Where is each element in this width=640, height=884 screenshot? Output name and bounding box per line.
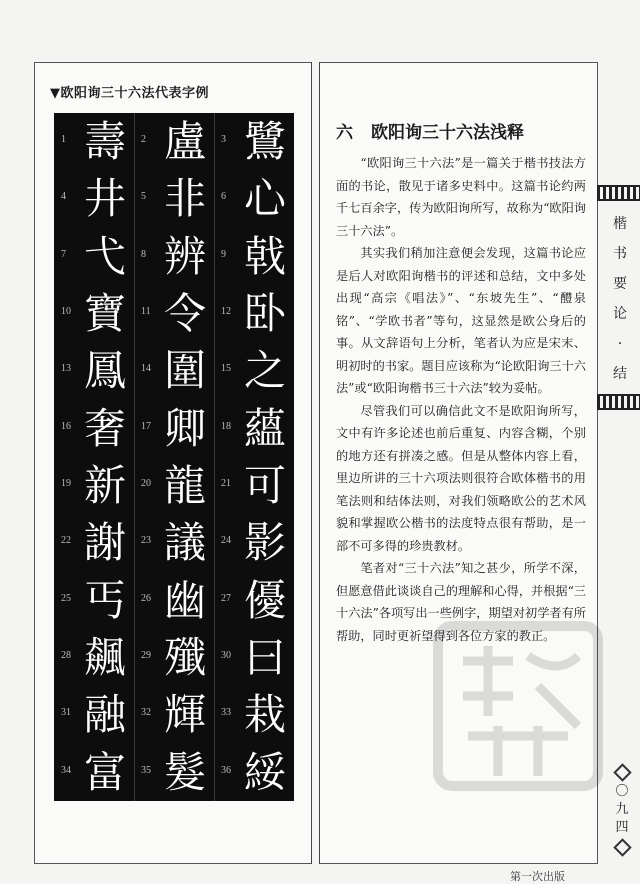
example-character: 優 xyxy=(243,575,286,625)
example-number: 31 xyxy=(61,707,71,719)
example-number: 24 xyxy=(221,535,231,547)
diamond-ornament-icon xyxy=(613,763,631,781)
page-gutter-divider xyxy=(311,62,320,864)
example-cell xyxy=(214,572,294,627)
diamond-ornament-icon xyxy=(613,838,631,856)
example-character: 蘊 xyxy=(243,403,286,453)
example-character: 丐 xyxy=(83,575,126,625)
example-number: 4 xyxy=(61,191,66,203)
tab-char: · xyxy=(617,336,623,352)
example-character: 新 xyxy=(83,461,126,510)
example-number: 7 xyxy=(61,248,66,260)
example-cell xyxy=(134,170,214,225)
tab-char: 楷 xyxy=(613,216,627,232)
example-cell xyxy=(214,285,294,340)
example-character: 卿 xyxy=(163,403,206,453)
example-cell xyxy=(134,228,214,283)
page-number-digit: 〇 xyxy=(615,784,629,799)
example-character: 殲 xyxy=(163,633,206,682)
example-character: 寶 xyxy=(83,289,126,338)
example-number: 2 xyxy=(141,134,146,145)
example-character: 令 xyxy=(163,289,206,338)
paragraph: “欧阳询三十六法”是一篇关于楷书技法方面的书论，散见于诸多史料中。这篇书论约两千七百余字，传为欧阳询所写，故称为“欧阳询三十六法”。 xyxy=(336,156,586,238)
example-cell xyxy=(54,113,134,168)
example-number: 18 xyxy=(221,420,231,432)
example-cell xyxy=(54,514,134,569)
example-character: 龍 xyxy=(163,461,206,510)
tab-char: 书 xyxy=(613,246,627,262)
article-body xyxy=(336,152,586,647)
example-number: 22 xyxy=(61,535,71,547)
example-number: 32 xyxy=(141,707,151,719)
example-number: 13 xyxy=(61,363,71,375)
example-character: 非 xyxy=(163,174,206,224)
example-cell xyxy=(214,342,294,397)
example-character: 髮 xyxy=(163,747,206,797)
example-number: 27 xyxy=(221,592,231,604)
example-number: 10 xyxy=(61,306,71,317)
paragraph: 笔者对“三十六法”知之甚少，所学不深，但愿意借此谈谈自己的理解和心得，并根据“三十六法”各项写出一些例字，期望对初学者有所帮助，同时更祈望得到各位方家的教正。 xyxy=(336,561,586,643)
example-character: 心 xyxy=(243,174,286,224)
watermark-seal-icon xyxy=(418,606,618,806)
example-character: 影 xyxy=(243,518,286,568)
example-cell xyxy=(134,285,214,340)
example-character: 幽 xyxy=(163,575,206,625)
example-cell xyxy=(134,514,214,569)
example-character: 綏 xyxy=(243,747,286,797)
example-number: 16 xyxy=(61,420,71,432)
example-cell xyxy=(214,629,294,684)
example-number: 12 xyxy=(221,306,231,317)
example-number: 26 xyxy=(141,592,151,604)
example-number: 14 xyxy=(141,363,151,375)
example-cell xyxy=(134,572,214,627)
chapter-tab-label xyxy=(611,209,629,419)
example-character: 戟 xyxy=(243,231,286,281)
tab-border-decoration xyxy=(597,185,640,201)
example-cell xyxy=(54,342,134,397)
paragraph: 其实我们稍加注意便会发现，这篇书论应是后人对欧阳询楷书的评述和总结，文中多处出现“高宗《唱法》”、“东坡先生”、“醴泉铭”、“学欧书者”等句，这显然是欧公身后的事。从文辞语句上分析，笔者认为应是宋末、明初时的书家。题目应该称为“论欧阳询三十六法”或“欧阳询楷书三十六法”较为妥帖。 xyxy=(336,246,586,395)
example-cell xyxy=(54,629,134,684)
tab-char: 要 xyxy=(613,276,627,292)
example-character: 可 xyxy=(243,461,286,510)
example-cell xyxy=(54,744,134,799)
example-character: 栽 xyxy=(243,690,286,740)
example-character: 曰 xyxy=(243,633,286,682)
example-character: 卧 xyxy=(243,289,286,338)
page-number-digit: 四 xyxy=(615,820,629,835)
example-number: 6 xyxy=(221,191,226,203)
example-character: 鷺 xyxy=(243,117,286,166)
example-number: 9 xyxy=(221,248,226,260)
example-cell xyxy=(54,400,134,455)
example-character: 壽 xyxy=(83,117,126,166)
example-number: 15 xyxy=(221,363,231,375)
example-number: 21 xyxy=(221,478,231,489)
example-character: 融 xyxy=(83,690,126,740)
example-cell xyxy=(214,400,294,455)
example-number: 28 xyxy=(61,650,71,661)
example-cell xyxy=(54,457,134,512)
example-cell xyxy=(54,285,134,340)
example-cell xyxy=(54,170,134,225)
tab-char: 论 xyxy=(613,306,627,322)
example-character: 飆 xyxy=(83,633,126,682)
example-cell xyxy=(134,629,214,684)
example-number: 23 xyxy=(141,535,151,547)
example-number: 8 xyxy=(141,248,146,260)
example-cell xyxy=(54,572,134,627)
page-number xyxy=(612,762,632,858)
example-cell xyxy=(134,686,214,741)
section-heading xyxy=(336,118,524,143)
example-cell xyxy=(134,342,214,397)
example-character: 鳳 xyxy=(83,346,126,396)
chapter-side-tab xyxy=(597,185,640,410)
example-cell xyxy=(54,228,134,283)
example-number: 11 xyxy=(141,306,151,317)
example-character: 辨 xyxy=(163,231,206,281)
example-number: 33 xyxy=(221,707,231,719)
example-number: 5 xyxy=(141,191,146,203)
section-title: 欧阳询三十六法浅释 xyxy=(371,123,524,143)
paragraph: 尽管我们可以确信此文不是欧阳询所写，文中有许多论述也前后重复、内容含糊，个别的地方还有拼凑之感。但是从整体内容上看，里边所讲的三十六项法则很符合欧体楷书的用笔法则和结体法则，对我们领略欧公的艺术风貌和掌握欧公楷书的法度特点很有帮助，是一部不可多得的珍贵教材。 xyxy=(336,403,586,553)
calligraphy-example-grid xyxy=(54,113,294,801)
example-number: 17 xyxy=(141,420,151,432)
example-character: 議 xyxy=(163,518,206,568)
tab-char: 结 xyxy=(613,366,627,382)
section-number: 六 xyxy=(336,123,353,143)
example-character: 之 xyxy=(243,346,286,396)
footer-text: 第一次出版 xyxy=(510,870,565,883)
example-character: 弋 xyxy=(83,231,126,281)
example-number: 29 xyxy=(141,650,151,661)
example-cell xyxy=(214,686,294,741)
example-cell xyxy=(134,400,214,455)
example-cell xyxy=(214,113,294,168)
example-character: 井 xyxy=(83,174,126,224)
example-number: 20 xyxy=(141,478,151,489)
example-number: 25 xyxy=(61,592,71,604)
example-character: 輝 xyxy=(163,690,206,740)
example-cell xyxy=(214,170,294,225)
example-cell xyxy=(134,113,214,168)
example-cell xyxy=(214,457,294,512)
example-character: 圍 xyxy=(163,346,206,396)
example-grid-title: ▼欧阳询三十六法代表字例 xyxy=(50,86,209,101)
example-number: 30 xyxy=(221,650,231,661)
example-number: 34 xyxy=(61,764,71,776)
example-character: 富 xyxy=(83,747,126,797)
example-number: 3 xyxy=(221,134,226,145)
example-character: 謝 xyxy=(83,518,126,568)
example-cell xyxy=(214,744,294,799)
example-character: 奢 xyxy=(83,403,126,453)
example-cell xyxy=(54,686,134,741)
tab-border-decoration xyxy=(597,394,640,410)
page-number-digit: 九 xyxy=(615,802,629,817)
example-cell xyxy=(134,457,214,512)
example-character: 盧 xyxy=(163,117,206,166)
example-number: 19 xyxy=(61,478,71,489)
example-number: 35 xyxy=(141,764,151,776)
example-cell xyxy=(134,744,214,799)
example-number: 36 xyxy=(221,764,231,776)
example-number: 1 xyxy=(61,134,66,145)
example-cell xyxy=(214,228,294,283)
example-cell xyxy=(214,514,294,569)
